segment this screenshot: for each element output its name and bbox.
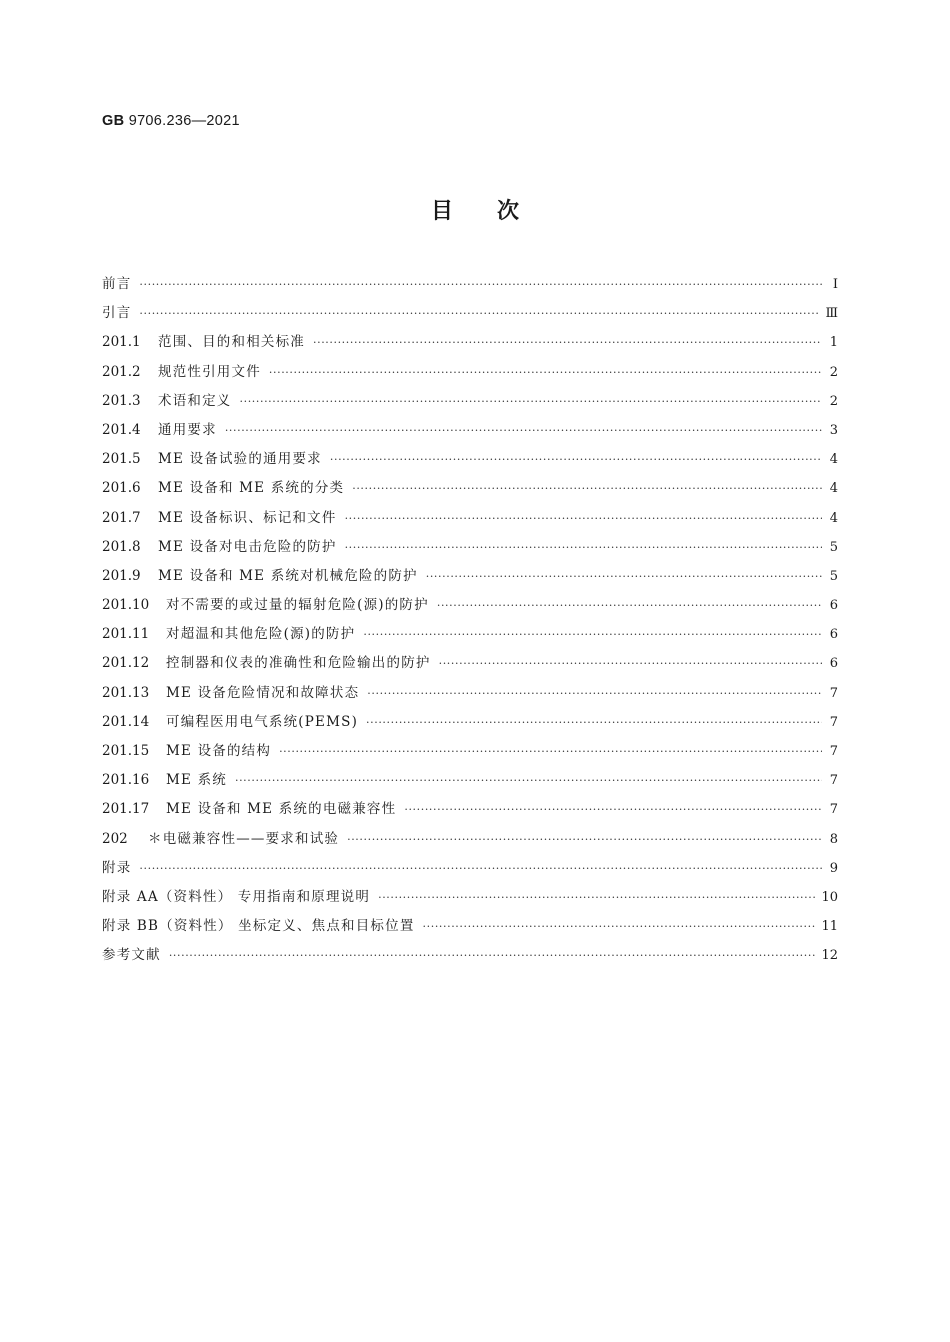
toc-entry-number: 201.16	[102, 772, 150, 789]
toc-entry[interactable]	[102, 418, 838, 447]
toc-entry-label: 术语和定义	[158, 392, 232, 409]
toc-entry-number: 201.12	[102, 655, 150, 672]
toc-entry-page: 5	[829, 568, 838, 584]
toc-entry-page: 11	[821, 919, 838, 935]
toc-entry-page: 1	[829, 335, 838, 351]
toc-dot-leader	[426, 570, 822, 583]
toc-entry[interactable]	[102, 535, 838, 564]
toc-entry-page: Ⅰ	[832, 277, 838, 292]
toc-entry-page: 7	[829, 685, 838, 701]
toc-entry[interactable]	[102, 476, 838, 505]
table-of-contents	[102, 272, 838, 973]
toc-entry[interactable]	[102, 301, 838, 330]
toc-entry-page: 2	[829, 364, 838, 380]
toc-entry[interactable]	[102, 710, 838, 739]
toc-entry-label: 对超温和其他危险(源)的防护	[166, 626, 356, 643]
toc-entry-number: 201.13	[102, 684, 150, 701]
toc-entry[interactable]	[102, 914, 838, 943]
toc-entry-label: ME 设备危险情况和故障状态	[166, 684, 360, 701]
toc-entry[interactable]	[102, 885, 838, 914]
toc-entry-label: 附录 BB（资料性） 坐标定义、焦点和目标位置	[102, 918, 415, 935]
toc-entry[interactable]	[102, 943, 838, 972]
toc-dot-leader	[269, 366, 822, 379]
toc-entry-page: Ⅲ	[825, 306, 838, 322]
toc-entry-page: 7	[829, 802, 838, 818]
toc-entry-page: 6	[829, 627, 838, 643]
toc-entry-label: ME 系统	[166, 772, 227, 789]
toc-entry-label: 规范性引用文件	[158, 363, 261, 380]
toc-dot-leader	[363, 628, 822, 641]
toc-entry-number: 201.5	[102, 451, 141, 468]
toc-entry-number: 201.3	[102, 392, 141, 409]
toc-entry-page: 6	[829, 656, 838, 672]
toc-dot-leader	[423, 920, 816, 933]
toc-entry-page: 3	[829, 422, 838, 438]
toc-dot-leader	[345, 512, 822, 525]
toc-entry-number: 201.4	[102, 421, 141, 438]
toc-entry-page: 4	[829, 452, 838, 468]
toc-dot-leader	[139, 278, 822, 291]
toc-entry-label: ME 设备对电击危险的防护	[158, 538, 337, 555]
toc-entry-label: ME 设备和 ME 系统的分类	[158, 480, 345, 497]
toc-entry-page: 8	[829, 831, 838, 847]
toc-entry-number: 201.7	[102, 509, 141, 526]
toc-dot-leader	[235, 774, 822, 787]
toc-entry-label: ME 设备试验的通用要求	[158, 451, 322, 468]
toc-dot-leader	[139, 862, 822, 875]
toc-entry-number: 201.15	[102, 743, 150, 759]
toc-dot-leader	[313, 336, 822, 349]
toc-entry-page: 7	[829, 773, 838, 789]
toc-entry-page: 5	[829, 539, 838, 555]
toc-dot-leader	[439, 657, 822, 670]
toc-entry-label: ME 设备和 ME 系统的电磁兼容性	[166, 801, 397, 818]
toc-entry[interactable]	[102, 447, 838, 476]
toc-dot-leader	[437, 599, 822, 612]
toc-entry-number: 201.17	[102, 801, 150, 818]
toc-entry-number: 201.14	[102, 713, 150, 730]
toc-entry[interactable]	[102, 856, 838, 885]
toc-entry-label: 参考文献	[102, 947, 161, 964]
toc-entry[interactable]	[102, 827, 838, 856]
toc-entry-number: 201.6	[102, 480, 141, 497]
toc-dot-leader	[139, 307, 819, 320]
toc-entry-page: 7	[829, 714, 838, 730]
toc-entry-number: 201.11	[102, 626, 150, 643]
toc-dot-leader	[225, 424, 822, 437]
toc-dot-leader	[169, 949, 816, 962]
toc-dot-leader	[279, 745, 822, 758]
toc-entry-number: 201.9	[102, 567, 141, 584]
toc-entry[interactable]	[102, 272, 838, 301]
toc-entry[interactable]	[102, 564, 838, 593]
toc-entry-page: 9	[829, 860, 838, 876]
toc-entry-label: ME 设备标识、标记和文件	[158, 509, 337, 526]
toc-dot-leader	[366, 716, 822, 729]
toc-entry-label: 前言	[102, 276, 132, 292]
toc-entry[interactable]	[102, 681, 838, 710]
toc-entry-label: 附录 AA（资料性） 专用指南和原理说明	[102, 888, 371, 905]
toc-entry[interactable]	[102, 330, 838, 359]
toc-entry-label: 附录	[102, 859, 132, 876]
toc-dot-leader	[404, 803, 822, 816]
toc-entry-label: 通用要求	[158, 421, 217, 438]
toc-entry-number: 201.8	[102, 538, 141, 555]
toc-entry-label: 控制器和仪表的准确性和危险输出的防护	[166, 655, 431, 672]
toc-entry-label: ＊电磁兼容性——要求和试验	[148, 830, 340, 847]
toc-entry-label: ME 设备的结构	[166, 743, 272, 759]
toc-entry-number: 202	[102, 830, 128, 847]
toc-entry-page: 4	[829, 481, 838, 497]
toc-dot-leader	[240, 395, 823, 408]
toc-entry[interactable]	[102, 506, 838, 535]
toc-entry-number: 201.2	[102, 363, 141, 380]
standard-code	[102, 113, 240, 129]
toc-entry[interactable]	[102, 768, 838, 797]
toc-entry[interactable]	[102, 622, 838, 651]
toc-entry-number: 201.1	[102, 334, 141, 351]
toc-entry-label: ME 设备和 ME 系统对机械危险的防护	[158, 567, 418, 584]
toc-entry-page: 2	[829, 393, 838, 409]
toc-entry[interactable]	[102, 651, 838, 680]
toc-entry-page: 4	[829, 510, 838, 526]
toc-entry[interactable]	[102, 593, 838, 622]
page-title: 目次	[430, 199, 563, 224]
toc-entry[interactable]	[102, 389, 838, 418]
toc-dot-leader	[347, 833, 822, 846]
toc-dot-leader	[345, 541, 822, 554]
toc-entry[interactable]	[102, 739, 838, 768]
toc-dot-leader	[330, 453, 822, 466]
toc-entry-label: 可编程医用电气系统(PEMS)	[166, 713, 359, 730]
standard-code-number: 9706.236—2021	[128, 113, 240, 129]
toc-entry-page: 12	[821, 948, 838, 964]
standard-code-prefix: GB	[102, 113, 125, 129]
toc-entry[interactable]	[102, 797, 838, 826]
toc-entry-label: 对不需要的或过量的辐射危险(源)的防护	[166, 597, 429, 614]
toc-entry[interactable]	[102, 360, 838, 389]
toc-entry-page: 7	[829, 744, 838, 759]
toc-entry-page: 6	[829, 598, 838, 614]
toc-entry-page: 10	[821, 889, 838, 905]
toc-entry-label: 范围、目的和相关标准	[158, 334, 305, 351]
toc-dot-leader	[367, 687, 822, 700]
toc-dot-leader	[352, 482, 822, 495]
toc-entry-number: 201.10	[102, 597, 150, 614]
toc-entry-label: 引言	[102, 305, 132, 322]
toc-dot-leader	[378, 891, 815, 904]
